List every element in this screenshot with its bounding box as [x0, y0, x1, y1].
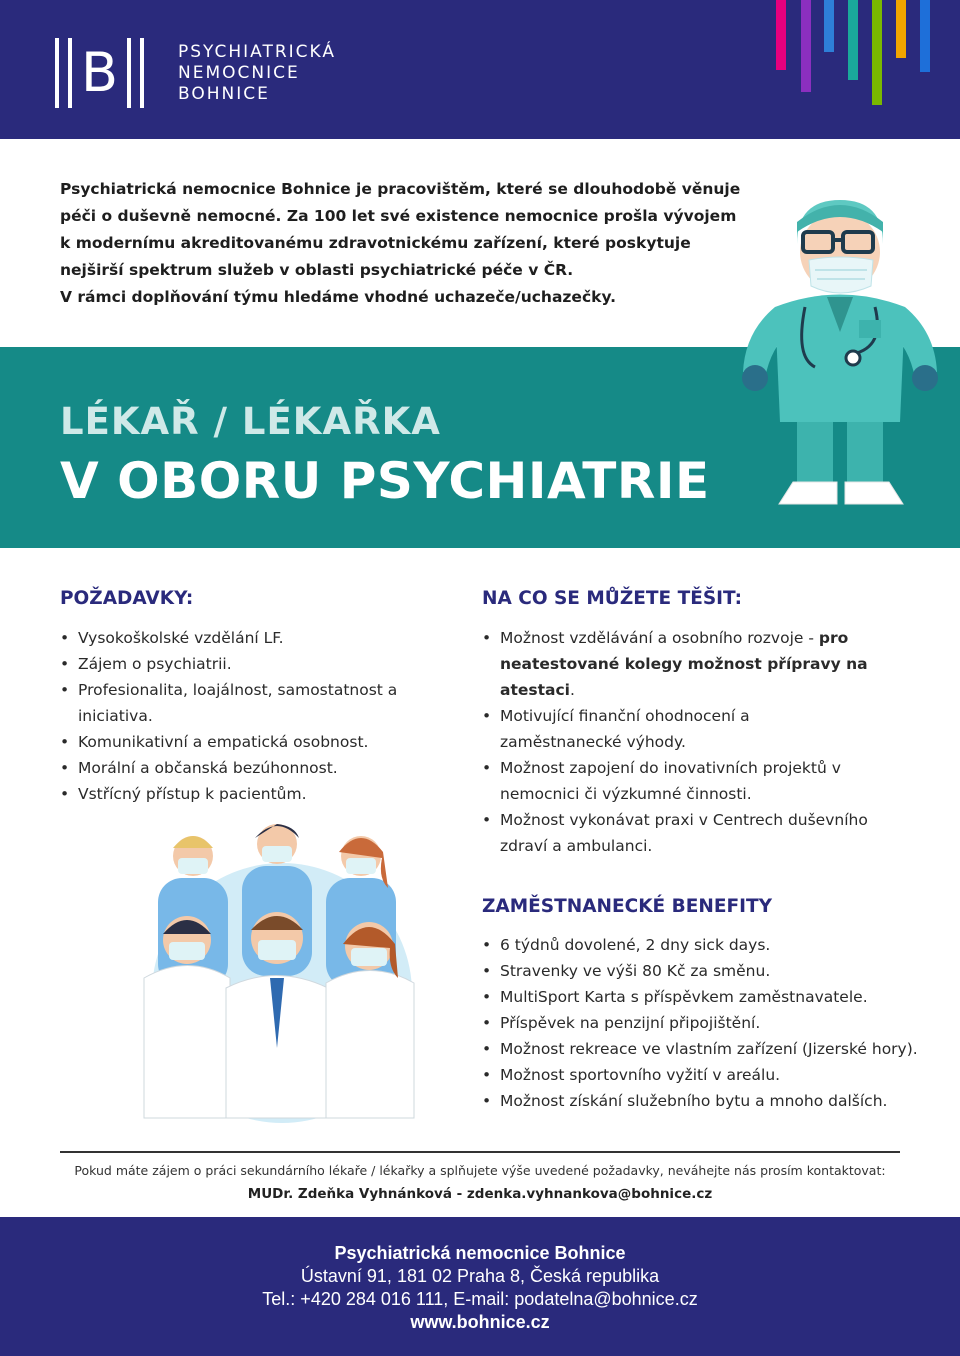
stripe — [801, 0, 811, 92]
logo-line: BOHNICE — [178, 84, 270, 104]
footer-contact[interactable]: Tel.: +420 284 016 111, E-mail: podatelna@bohnice.cz — [262, 1289, 698, 1309]
stripe — [872, 0, 882, 105]
list-item: • Možnost zapojení do inovativních projektů v nemocnici či výzkumné činnosti. — [482, 755, 872, 807]
list-item: • Vstřícný přístup k pacientům. — [60, 781, 430, 807]
requirements-heading: POŽADAVKY: — [60, 588, 194, 609]
team-member-coat — [144, 966, 230, 1119]
list-item: • Vysokoškolské vzdělání LF. — [60, 625, 430, 651]
footer — [0, 1217, 960, 1356]
divider — [60, 1151, 900, 1153]
job-title-line1: LÉKAŘ / LÉKAŘKA — [60, 400, 441, 443]
intro-line: Psychiatrická nemocnice Bohnice je pracovištěm, které se dlouhodobě věnuje — [60, 180, 741, 198]
logo-line: NEMOCNICE — [178, 63, 300, 83]
stethoscope-chest — [846, 351, 860, 365]
benefits-heading: ZAMĚSTNANECKÉ BENEFITY — [482, 896, 773, 917]
contact-person[interactable]: MUDr. Zdeňka Vyhnánková - zdenka.vyhnankova@bohnice.cz — [247, 1186, 713, 1202]
team-member-mask — [262, 846, 292, 862]
stripe — [896, 0, 906, 58]
team-member-mask — [351, 948, 387, 966]
list-item: • Motivující finanční ohodnocení a zaměstnanecké výhody. — [482, 703, 872, 755]
intro-line: péči o duševně nemocné. Za 100 let své existence nemocnice prošla vývojem — [60, 207, 737, 225]
footer-name: Psychiatrická nemocnice Bohnice — [334, 1243, 626, 1263]
doctor-shoe — [845, 482, 903, 504]
requirements-list — [60, 625, 430, 807]
logo-line: PSYCHIATRICKÁ — [178, 42, 337, 62]
logo — [55, 38, 144, 108]
logo-bar — [127, 38, 131, 108]
doctor-illustration — [735, 182, 945, 522]
logo-bar — [68, 38, 72, 108]
logo-bar — [140, 38, 144, 108]
list-item: • Možnost získání služebního bytu a mnoho dalších. — [482, 1088, 942, 1114]
doctor-shoe — [779, 482, 837, 504]
doctor-pocket — [859, 320, 881, 338]
stripe — [776, 0, 786, 70]
intro-line: k modernímu akreditovanému zdravotnickému zařízení, které poskytuje — [60, 234, 691, 252]
list-item: • Příspěvek na penzijní připojištění. — [482, 1010, 942, 1036]
list-item: • Možnost sportovního vyžití v areálu. — [482, 1062, 942, 1088]
list-item-text: Možnost vzdělávání a osobního rozvoje - — [500, 629, 819, 647]
footer-address: Ústavní 91, 181 02 Praha 8, Česká republika — [300, 1266, 660, 1286]
doctor-mask — [809, 257, 873, 293]
team-member-mask — [178, 858, 208, 874]
list-item: • Stravenky ve výši 80 Kč za směnu. — [482, 958, 942, 984]
stripe — [920, 0, 930, 72]
list-item: • Profesionalita, loajálnost, samostatnost a iniciativa. — [60, 677, 430, 729]
list-item: • Morální a občanská bezúhonnost. — [60, 755, 430, 781]
doctor-glove — [742, 365, 768, 391]
doctor-glove — [912, 365, 938, 391]
list-item: • Možnost vykonávat praxi v Centrech duševního zdraví a ambulanci. — [482, 807, 872, 859]
list-item: • Možnost rekreace ve vlastním zařízení (Jizerské hory). — [482, 1036, 942, 1062]
list-item: • Komunikativní a empatická osobnost. — [60, 729, 430, 755]
list-item-text: . — [569, 681, 575, 699]
team-member-coat — [326, 971, 414, 1119]
intro-line: V rámci doplňování týmu hledáme vhodné uchazeče/uchazečky. — [60, 288, 617, 306]
job-title-line2: V OBORU PSYCHIATRIE — [60, 452, 710, 510]
contact-text: Pokud máte zájem o práci sekundárního lékaře / lékařky a splňujete výše uvedené požadavky, neváhejte nás prosím kontaktovat: — [74, 1163, 886, 1178]
offer-list — [482, 625, 872, 859]
list-item: • 6 týdnů dovolené, 2 dny sick days. — [482, 932, 942, 958]
list-item — [482, 625, 872, 703]
team-member-mask — [169, 942, 205, 960]
benefits-list — [482, 932, 942, 1114]
medical-team-illustration — [130, 818, 430, 1138]
logo-letter: B — [81, 41, 119, 104]
logo-bar — [55, 38, 59, 108]
team-member-mask — [258, 940, 296, 960]
list-item-bold: pro neatestované kolegy možnost přípravy na atestaci — [500, 629, 868, 699]
team-member-mask — [346, 858, 376, 874]
offer-heading: NA CO SE MŮŽETE TĚŠIT: — [482, 588, 743, 609]
list-item: • Zájem o psychiatrii. — [60, 651, 430, 677]
logo-text — [178, 42, 336, 105]
header-bar — [0, 0, 960, 139]
footer-website-link[interactable]: www.bohnice.cz — [410, 1312, 550, 1332]
intro-line: nejširší spektrum služeb v oblasti psychiatrické péče v ČR. — [60, 261, 574, 279]
intro-text — [60, 176, 780, 311]
stripe — [848, 0, 858, 80]
list-item: • MultiSport Karta s příspěvkem zaměstnavatele. — [482, 984, 942, 1010]
stripe — [824, 0, 834, 52]
